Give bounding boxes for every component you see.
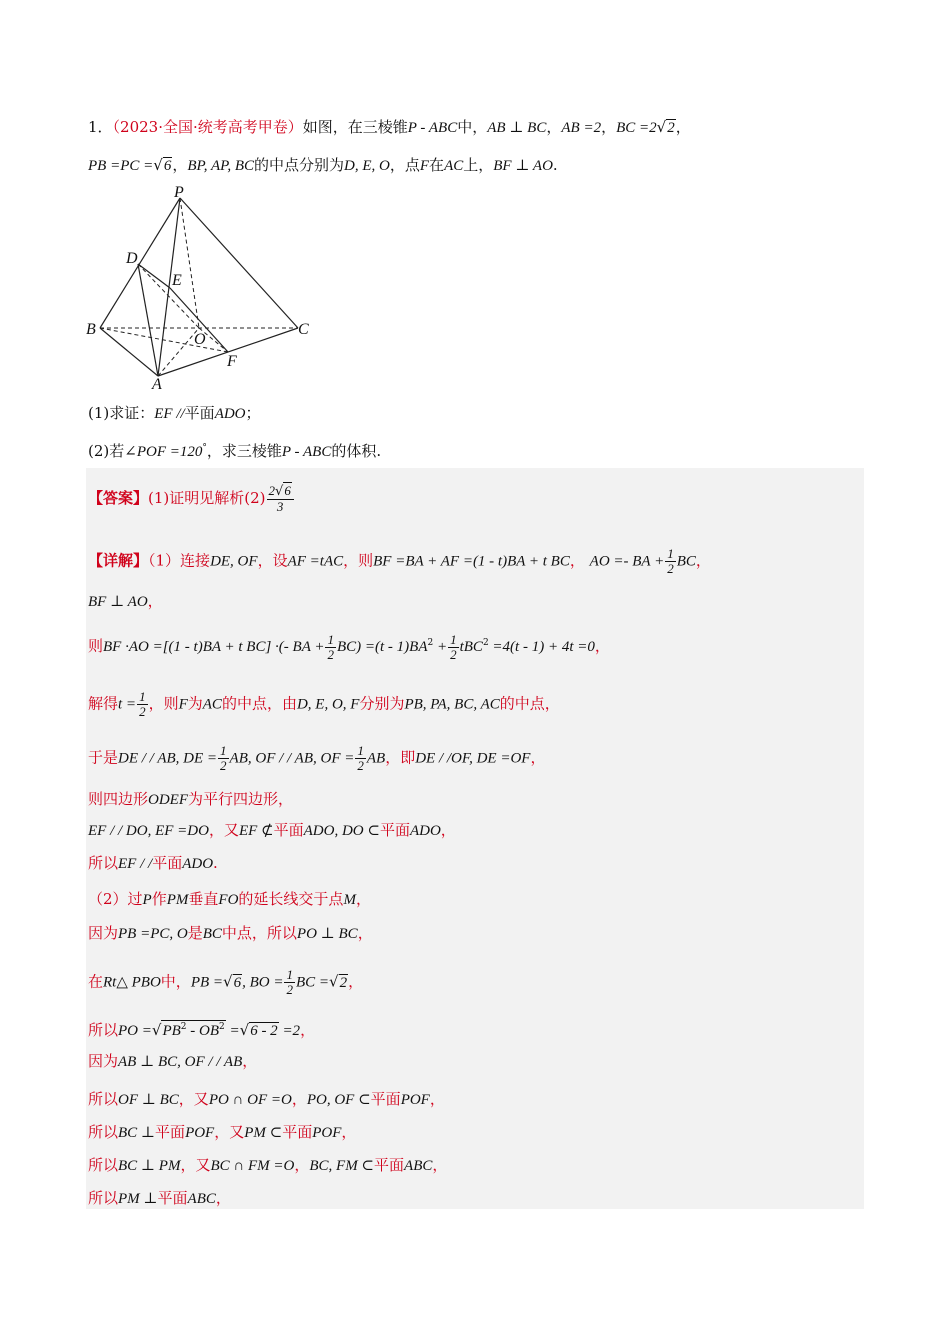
math: ADO bbox=[214, 406, 246, 422]
text: 的体积. bbox=[331, 442, 382, 460]
detail-tag: 【详解】 bbox=[88, 551, 149, 570]
math: 2 bbox=[220, 758, 227, 773]
text: ，求三棱锥 bbox=[206, 442, 282, 460]
answer-tag: 【答案】 bbox=[88, 489, 149, 507]
math: D, E, O, F bbox=[296, 696, 360, 713]
math: PO = bbox=[118, 1023, 152, 1039]
text: ， bbox=[546, 118, 562, 136]
math: EF / / bbox=[118, 856, 153, 872]
math: 6 - 2 bbox=[250, 1023, 278, 1039]
text: 平面 bbox=[152, 854, 183, 872]
math: D, E, O bbox=[344, 158, 390, 174]
detail-line-6 bbox=[88, 788, 293, 811]
math: 1 bbox=[220, 743, 227, 758]
text: ， bbox=[601, 118, 617, 136]
math: 1 bbox=[286, 967, 293, 982]
math: 6 bbox=[233, 974, 242, 991]
text: 作 bbox=[151, 890, 167, 908]
text: ， bbox=[530, 748, 546, 767]
math: 2 bbox=[357, 758, 364, 773]
text: ， bbox=[242, 1052, 258, 1070]
math: t = bbox=[118, 696, 137, 713]
math: EF ⊄ bbox=[238, 823, 274, 839]
math: EF / / DO, EF =DO bbox=[88, 823, 209, 839]
text: 的延长线交于点 bbox=[238, 890, 344, 908]
text: 分别为 bbox=[359, 694, 405, 713]
text: ° bbox=[202, 443, 207, 453]
math: PB, PA, BC, AC bbox=[404, 696, 500, 713]
text: 平面 bbox=[282, 1123, 313, 1141]
math: BC =2 bbox=[616, 120, 657, 136]
math: AB ⊥ BC bbox=[487, 120, 547, 136]
math: AO =- BA + bbox=[589, 553, 665, 570]
math: BP, AP, BC bbox=[187, 158, 255, 174]
math: POF bbox=[400, 1092, 430, 1108]
math: DE, OF bbox=[210, 553, 258, 570]
text: ， bbox=[440, 821, 456, 839]
math: 2 bbox=[667, 120, 675, 136]
math: PB bbox=[162, 1023, 181, 1039]
math: EF // bbox=[154, 406, 185, 422]
text: 所以 bbox=[88, 1021, 119, 1039]
text: 平面 bbox=[370, 1090, 401, 1108]
text: 是 bbox=[187, 924, 203, 942]
problem-number: 1． bbox=[88, 118, 113, 136]
text: ，设 bbox=[257, 551, 288, 570]
text: ， bbox=[147, 592, 163, 610]
math: ∠POF =120 bbox=[124, 444, 203, 460]
math: DE / /OF, DE =OF bbox=[415, 750, 531, 767]
text: ， bbox=[355, 890, 371, 908]
math: PM ⊥ bbox=[118, 1191, 158, 1207]
text: 所以 bbox=[88, 854, 119, 872]
text: 为平行四边形， bbox=[188, 790, 294, 808]
text: 在 bbox=[429, 156, 445, 174]
text: 在 bbox=[88, 972, 104, 991]
math: F bbox=[178, 696, 188, 713]
label-e: E bbox=[172, 272, 182, 289]
math: AB =2 bbox=[561, 120, 602, 136]
math: 3 bbox=[276, 499, 284, 514]
edge-pc bbox=[180, 198, 298, 328]
text: 的中点分别为 bbox=[254, 156, 345, 174]
label-p: P bbox=[174, 186, 184, 201]
math: 1 bbox=[357, 743, 364, 758]
math: 2 bbox=[286, 982, 293, 997]
math: PB = bbox=[190, 974, 224, 991]
text: ， bbox=[300, 1021, 316, 1039]
text: ，点 bbox=[389, 156, 420, 174]
math: BC ∩ FM =O bbox=[210, 1158, 295, 1174]
math: BC, FM ⊂ bbox=[309, 1158, 375, 1174]
detail-line-7 bbox=[88, 819, 456, 842]
math: ABC bbox=[187, 1191, 216, 1207]
text: 平面 bbox=[273, 821, 304, 839]
detail-line-9 bbox=[88, 888, 371, 911]
text: 为 bbox=[187, 694, 203, 713]
edge-ba bbox=[100, 328, 158, 376]
problem-line-2: PB =PC =√6，BP, AP, BC的中点分别为D, E, O，点F在AC上，BF ⊥ AO. bbox=[88, 156, 558, 174]
text: 所以 bbox=[88, 1123, 119, 1141]
math: BC bbox=[202, 926, 222, 942]
math: Rt△ PBO bbox=[103, 974, 161, 991]
question-2 bbox=[88, 437, 381, 463]
text: ； bbox=[245, 404, 261, 422]
math: 1 bbox=[450, 631, 457, 647]
segment-da bbox=[138, 264, 158, 376]
math: OF ⊥ BC bbox=[118, 1092, 179, 1108]
math: BF =BA + AF =(1 - t)BA + t BC bbox=[373, 553, 570, 570]
math: POF bbox=[312, 1125, 342, 1141]
detail-line-10 bbox=[88, 922, 373, 945]
math: F bbox=[419, 158, 430, 174]
label-b: B bbox=[86, 321, 96, 338]
text: (2)若 bbox=[88, 442, 125, 460]
text: 平面 bbox=[374, 1156, 405, 1174]
math: PO ⊥ BC bbox=[296, 926, 358, 942]
math: PM bbox=[166, 892, 189, 908]
text: ，又 bbox=[178, 1090, 209, 1108]
text: ， bbox=[215, 1189, 231, 1207]
text: ， bbox=[341, 1123, 357, 1141]
math: 2 bbox=[268, 483, 276, 498]
math: M bbox=[343, 892, 356, 908]
label-f: F bbox=[227, 353, 237, 370]
text: ， bbox=[172, 156, 188, 174]
math: PO, OF ⊂ bbox=[306, 1092, 371, 1108]
text: 所以 bbox=[88, 1090, 119, 1108]
text: ， bbox=[432, 1156, 448, 1174]
math: 2 bbox=[139, 704, 146, 719]
text: ， bbox=[675, 118, 691, 136]
answer-fraction: $\frac{2√6}{3}$ bbox=[267, 484, 294, 514]
text: 因为 bbox=[88, 924, 119, 942]
math: FO bbox=[218, 892, 239, 908]
text: ， bbox=[429, 1090, 445, 1108]
answer-line bbox=[88, 484, 295, 514]
math: ADO bbox=[182, 856, 214, 872]
text: 的中点，由 bbox=[221, 694, 297, 713]
problem-line-1: 1．（2023·全国·统考高考甲卷）如图，在三棱锥P - ABC中，AB ⊥ BC，AB =2，BC =2√2， bbox=[88, 118, 691, 136]
math: BC ⊥ bbox=[118, 1125, 156, 1141]
detail-line-3 bbox=[88, 632, 610, 662]
math: - OB bbox=[186, 1023, 220, 1039]
answer-text: (1)证明见解析(2) bbox=[148, 489, 266, 507]
text: 平面 bbox=[184, 404, 215, 422]
detail-line-8 bbox=[88, 852, 218, 875]
math: AC bbox=[444, 158, 464, 174]
text: ，则 bbox=[343, 551, 374, 570]
segment-po bbox=[180, 198, 199, 328]
detail-line-11: 在Rt△ PBO中，PB =√6, BO = $\frac{1}{2}$ BC =√2， bbox=[88, 967, 364, 997]
math: ABC bbox=[404, 1158, 433, 1174]
text: ，又 bbox=[208, 821, 239, 839]
text: 则四边形 bbox=[88, 790, 149, 808]
text: ， bbox=[357, 924, 373, 942]
math: PO ∩ OF =O bbox=[208, 1092, 292, 1108]
text: ，又 bbox=[214, 1123, 245, 1141]
math: =2 bbox=[278, 1023, 301, 1039]
math: 2 bbox=[482, 638, 489, 648]
math: BF ⊥ AO bbox=[88, 594, 148, 610]
detail-line-17 bbox=[88, 1187, 231, 1210]
math: 1 bbox=[327, 631, 334, 647]
math: AB bbox=[366, 750, 386, 767]
text: 所以 bbox=[88, 1189, 119, 1207]
segment-de bbox=[138, 264, 170, 288]
math: = bbox=[225, 1023, 240, 1039]
math: PB =PC = bbox=[88, 158, 154, 174]
detail-line-4 bbox=[88, 690, 560, 719]
text: （1）连接 bbox=[148, 551, 211, 570]
math: 1 bbox=[139, 689, 146, 704]
text: 解得 bbox=[88, 694, 119, 713]
math: P bbox=[142, 892, 152, 908]
detail-line-1 bbox=[88, 547, 711, 576]
text: 中， bbox=[160, 972, 191, 991]
math: 2 bbox=[219, 1022, 225, 1032]
text: ，即 bbox=[385, 748, 416, 767]
math: BC bbox=[676, 553, 696, 570]
math: 2 bbox=[427, 638, 434, 648]
math: BF ⊥ AO bbox=[493, 158, 553, 174]
text: 中， bbox=[457, 118, 488, 136]
math: BF ·AO =[(1 - t)BA + t BC] ·(- BA + bbox=[103, 639, 325, 655]
problem-source: （2023·全国·统考高考甲卷） bbox=[112, 118, 303, 136]
text: . bbox=[213, 854, 218, 872]
text: 于是 bbox=[88, 748, 119, 767]
math: =4(t - 1) + 4t =0 bbox=[488, 639, 595, 655]
text: 则 bbox=[88, 637, 104, 655]
math: 6 bbox=[163, 158, 172, 174]
text: 如图，在三棱锥 bbox=[302, 118, 408, 136]
detail-line-15 bbox=[88, 1121, 356, 1144]
edge-pb bbox=[100, 198, 180, 328]
label-a: A bbox=[152, 376, 162, 392]
text: ， bbox=[348, 972, 364, 991]
text: ，则 bbox=[148, 694, 179, 713]
math: BC = bbox=[295, 974, 329, 991]
math: AB, OF / / AB, OF = bbox=[229, 750, 355, 767]
math: ADO, DO ⊂ bbox=[303, 823, 380, 839]
math: 6 bbox=[284, 483, 291, 498]
math: P - ABC bbox=[281, 444, 332, 460]
text: 因为 bbox=[88, 1052, 119, 1070]
text: 的中点， bbox=[499, 694, 560, 713]
math: 2 bbox=[667, 561, 674, 576]
math: 2 bbox=[450, 646, 457, 662]
text: . bbox=[552, 156, 558, 174]
text: ， bbox=[695, 551, 711, 570]
math: PM ⊂ bbox=[244, 1125, 283, 1141]
math: AC bbox=[202, 696, 222, 713]
label-d: D bbox=[126, 250, 138, 267]
math: tBC bbox=[459, 639, 483, 655]
text: ， bbox=[569, 551, 585, 570]
math: POF bbox=[185, 1125, 215, 1141]
text: ， bbox=[294, 1156, 310, 1174]
math: P - ABC bbox=[407, 120, 458, 136]
detail-line-2 bbox=[88, 590, 163, 613]
text: 所以 bbox=[88, 1156, 119, 1174]
math: ODEF bbox=[148, 792, 189, 808]
math: DE / / AB, DE = bbox=[118, 750, 218, 767]
question-1 bbox=[88, 402, 261, 425]
text: ，又 bbox=[180, 1156, 211, 1174]
text: 平面 bbox=[379, 821, 410, 839]
text: 中点，所以 bbox=[221, 924, 297, 942]
detail-line-13 bbox=[88, 1050, 257, 1073]
math: + bbox=[433, 639, 448, 655]
detail-line-5 bbox=[88, 744, 545, 773]
math: 2 bbox=[339, 974, 348, 991]
pyramid-figure bbox=[84, 186, 314, 392]
label-c: C bbox=[298, 321, 309, 338]
math: ADO bbox=[409, 823, 441, 839]
text: 平面 bbox=[155, 1123, 186, 1141]
text: 垂直 bbox=[188, 890, 219, 908]
text: 平面 bbox=[157, 1189, 188, 1207]
detail-line-16 bbox=[88, 1154, 447, 1177]
detail-line-14 bbox=[88, 1088, 445, 1111]
math: 1 bbox=[667, 546, 674, 561]
detail-line-12: 所以PO $=√PB^2 - OB^2 =√6 - 2 =2$， bbox=[88, 1021, 316, 1039]
math: AF =tAC bbox=[287, 553, 344, 570]
text: ， bbox=[594, 637, 610, 655]
text: 上， bbox=[463, 156, 494, 174]
math: PB =PC, O bbox=[118, 926, 188, 942]
text: ， bbox=[291, 1090, 307, 1108]
text: (1)求证： bbox=[88, 404, 155, 422]
math: BC ⊥ PM bbox=[118, 1158, 181, 1174]
math: 2 bbox=[180, 1022, 187, 1032]
math: 2 bbox=[327, 646, 334, 662]
math: , BO = bbox=[242, 974, 284, 991]
text: （2）过 bbox=[88, 890, 143, 908]
math: BC) =(t - 1)BA bbox=[336, 639, 428, 655]
label-o: O bbox=[194, 331, 206, 348]
math: AB ⊥ BC, OF / / AB bbox=[118, 1054, 243, 1070]
